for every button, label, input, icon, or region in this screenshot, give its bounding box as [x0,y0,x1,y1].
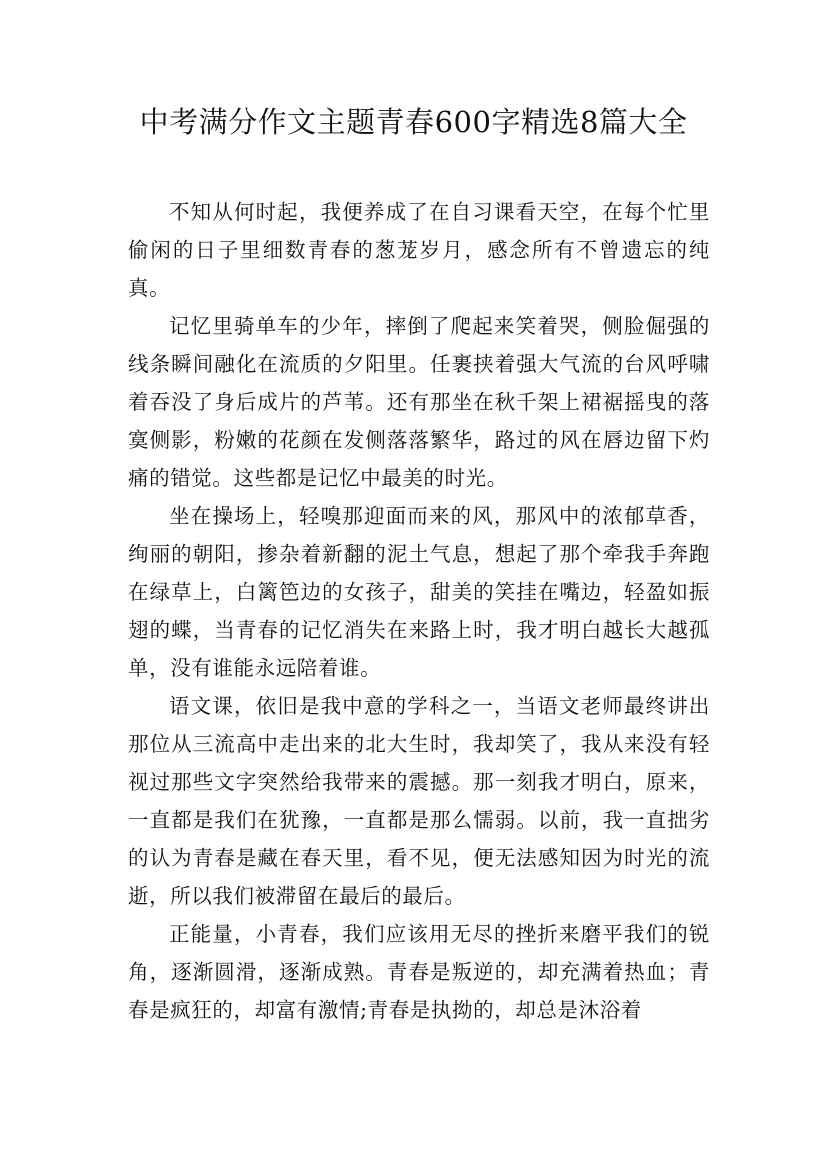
paragraph-4: 语文课，依旧是我中意的学科之一，当语文老师最终讲出那位从三流高中走出来的北大生时，我却笑了，我从来没有轻视过那些文字突然给我带来的震撼。那一刻我才明白，原来，一直都是我们在犹豫，一直都是那么懦弱。以前，我一直拙劣的认为青春是藏在春天里，看不见，便无法感知因为时光的流逝，所以我们被滞留在最后的最后。 [128,694,710,908]
document-title: 中考满分作文主题青春600字精选8篇大全 [139,105,688,139]
paragraph-5: 正能量，小青春，我们应该用无尽的挫折来磨平我们的锐角，逐渐圆滑，逐渐成熟。青春是叛逆的，却充满着热血；青春是疯狂的，却富有激情;青春是执拗的，却总是沐浴着 [128,922,710,1022]
paragraph-1: 不知从何时起，我便养成了在自习课看天空，在每个忙里偷闲的日子里细数青春的葱茏岁月，感念所有不曾遗忘的纯真。 [128,200,710,300]
paragraph-3: 坐在操场上，轻嗅那迎面而来的风，那风中的浓郁草香，绚丽的朝阳，掺杂着新翻的泥土气息，想起了那个牵我手奔跑在绿草上，白篱笆边的女孩子，甜美的笑挂在嘴边，轻盈如振翅的蝶，当青春的记忆消失在来路上时，我才明白越长大越孤单，没有谁能永远陪着谁。 [128,504,710,680]
paragraph-2: 记忆里骑单车的少年，摔倒了爬起来笑着哭，侧脸倔强的线条瞬间融化在流质的夕阳里。任裹挟着强大气流的台风呼啸着吞没了身后成片的芦苇。还有那坐在秋千架上裙裾摇曳的落寞侧影，粉嫩的花颜在发侧落落繁华，路过的风在唇边留下灼痛的错觉。这些都是记忆中最美的时光。 [128,314,710,490]
document-body [128,193,710,1029]
